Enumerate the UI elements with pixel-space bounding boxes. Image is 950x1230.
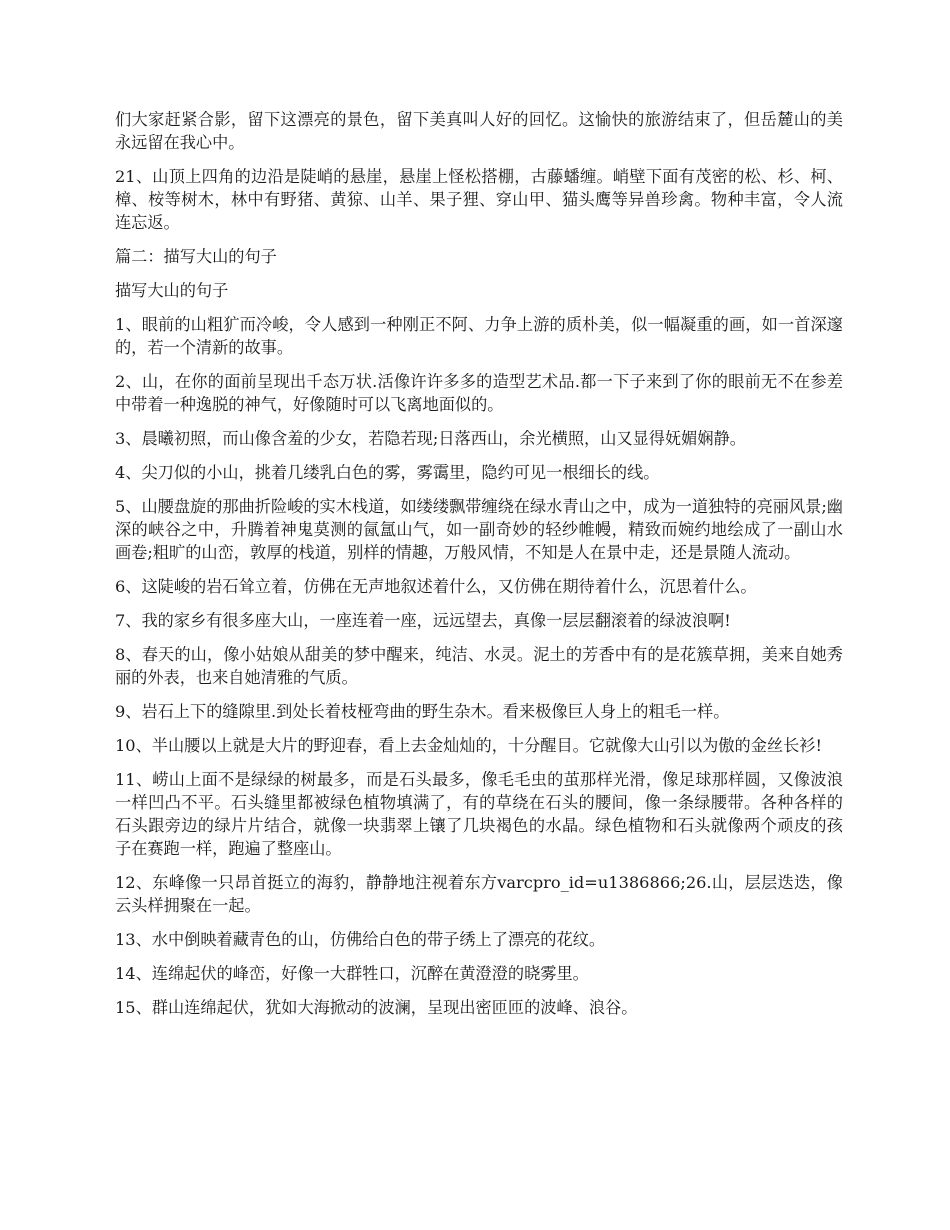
paragraph-4: 4、尖刀似的小山，挑着几缕乳白色的雾，雾霭里，隐约可见一根细长的线。	[115, 463, 660, 482]
paragraph-8: 8、春天的山，像小姑娘从甜美的梦中醒来，纯洁、水灵。泥土的芳香中有的是花簇草拥，美来自她秀丽的外表，也来自她清雅的气质。	[115, 645, 843, 687]
paragraph-10: 10、半山腰以上就是大片的野迎春，看上去金灿灿的，十分醒目。它就像大山引以为傲的金丝长衫!	[115, 736, 822, 755]
section-subheading: 描写大山的句子	[115, 281, 229, 300]
paragraph-continuation: 们大家赶紧合影，留下这漂亮的景色，留下美真叫人好的回忆。这愉快的旅游结束了，但岳麓山的美永远留在我心中。	[115, 110, 843, 152]
paragraph-12: 12、东峰像一只昂首挺立的海豹，静静地注视着东方varcpro_id=u1386866;26.山，层层迭迭，像云头样拥聚在一起。	[115, 873, 843, 915]
paragraph-15: 15、群山连绵起伏，犹如大海掀动的波澜，呈现出密匝匝的波峰、浪谷。	[115, 998, 638, 1017]
document-page	[115, 108, 843, 1030]
paragraph-7: 7、我的家乡有很多座大山，一座连着一座，远远望去，真像一层层翻滚着的绿波浪啊!	[115, 611, 731, 630]
paragraph-14: 14、连绵起伏的峰峦，好像一大群牲口，沉醉在黄澄澄的晓雾里。	[115, 964, 589, 983]
paragraph-6: 6、这陡峻的岩石耸立着，仿佛在无声地叙述着什么，又仿佛在期待着什么，沉思着什么。	[115, 577, 757, 596]
paragraph-9: 9、岩石上下的缝隙里.到处长着枝桠弯曲的野生杂木。看来极像巨人身上的粗毛一样。	[115, 702, 730, 721]
paragraph-13: 13、水中倒映着藏青色的山，仿佛给白色的带子绣上了漂亮的花纹。	[115, 930, 606, 949]
paragraph-2: 2、山，在你的面前呈现出千态万状.活像许许多多的造型艺术品.都一下子来到了你的眼前无不在参差中带着一种逸脱的神气，好像随时可以飞离地面似的。	[115, 372, 843, 414]
paragraph-1: 1、眼前的山粗犷而冷峻，令人感到一种刚正不阿、力争上游的质朴美，似一幅凝重的画，如一首深邃的，若一个清新的故事。	[115, 315, 843, 357]
paragraph-11: 11、崂山上面不是绿绿的树最多，而是石头最多，像毛毛虫的茧那样光滑，像足球那样圆，又像波浪一样凹凸不平。石头缝里都被绿色植物填满了，有的草绕在石头的腰间，像一条绿腰带。各种各样的石头跟旁边的绿片片结合，就像一块翡翠上镶了几块褐色的水晶。绿色植物和石头就像两个顽皮的孩子在赛跑一样，跑遍了整座山。	[115, 770, 843, 858]
paragraph-3: 3、晨曦初照，而山像含羞的少女，若隐若现;日落西山，余光横照，山又显得妩媚娴静。	[115, 429, 746, 448]
paragraph-5: 5、山腰盘旋的那曲折险峻的实木栈道，如缕缕飘带缠绕在绿水青山之中，成为一道独特的亮丽风景;幽深的峡谷之中，升腾着神鬼莫测的氤氲山气，如一副奇妙的轻纱帷幔，精致而婉约地绘成了一副山水画卷;粗旷的山峦，敦厚的栈道，别样的情趣，万般风情，不知是人在景中走，还是景随人流动。	[115, 497, 843, 562]
section-heading: 篇二：描写大山的句子	[115, 247, 277, 266]
paragraph-21: 21、山顶上四角的边沿是陡峭的悬崖，悬崖上怪松搭棚，古藤蟠缠。峭壁下面有茂密的松、杉、柯、樟、桉等树木，林中有野猪、黄猄、山羊、果子狸、穿山甲、猫头鹰等异兽珍禽。物种丰富，令人流连忘返。	[115, 167, 843, 232]
